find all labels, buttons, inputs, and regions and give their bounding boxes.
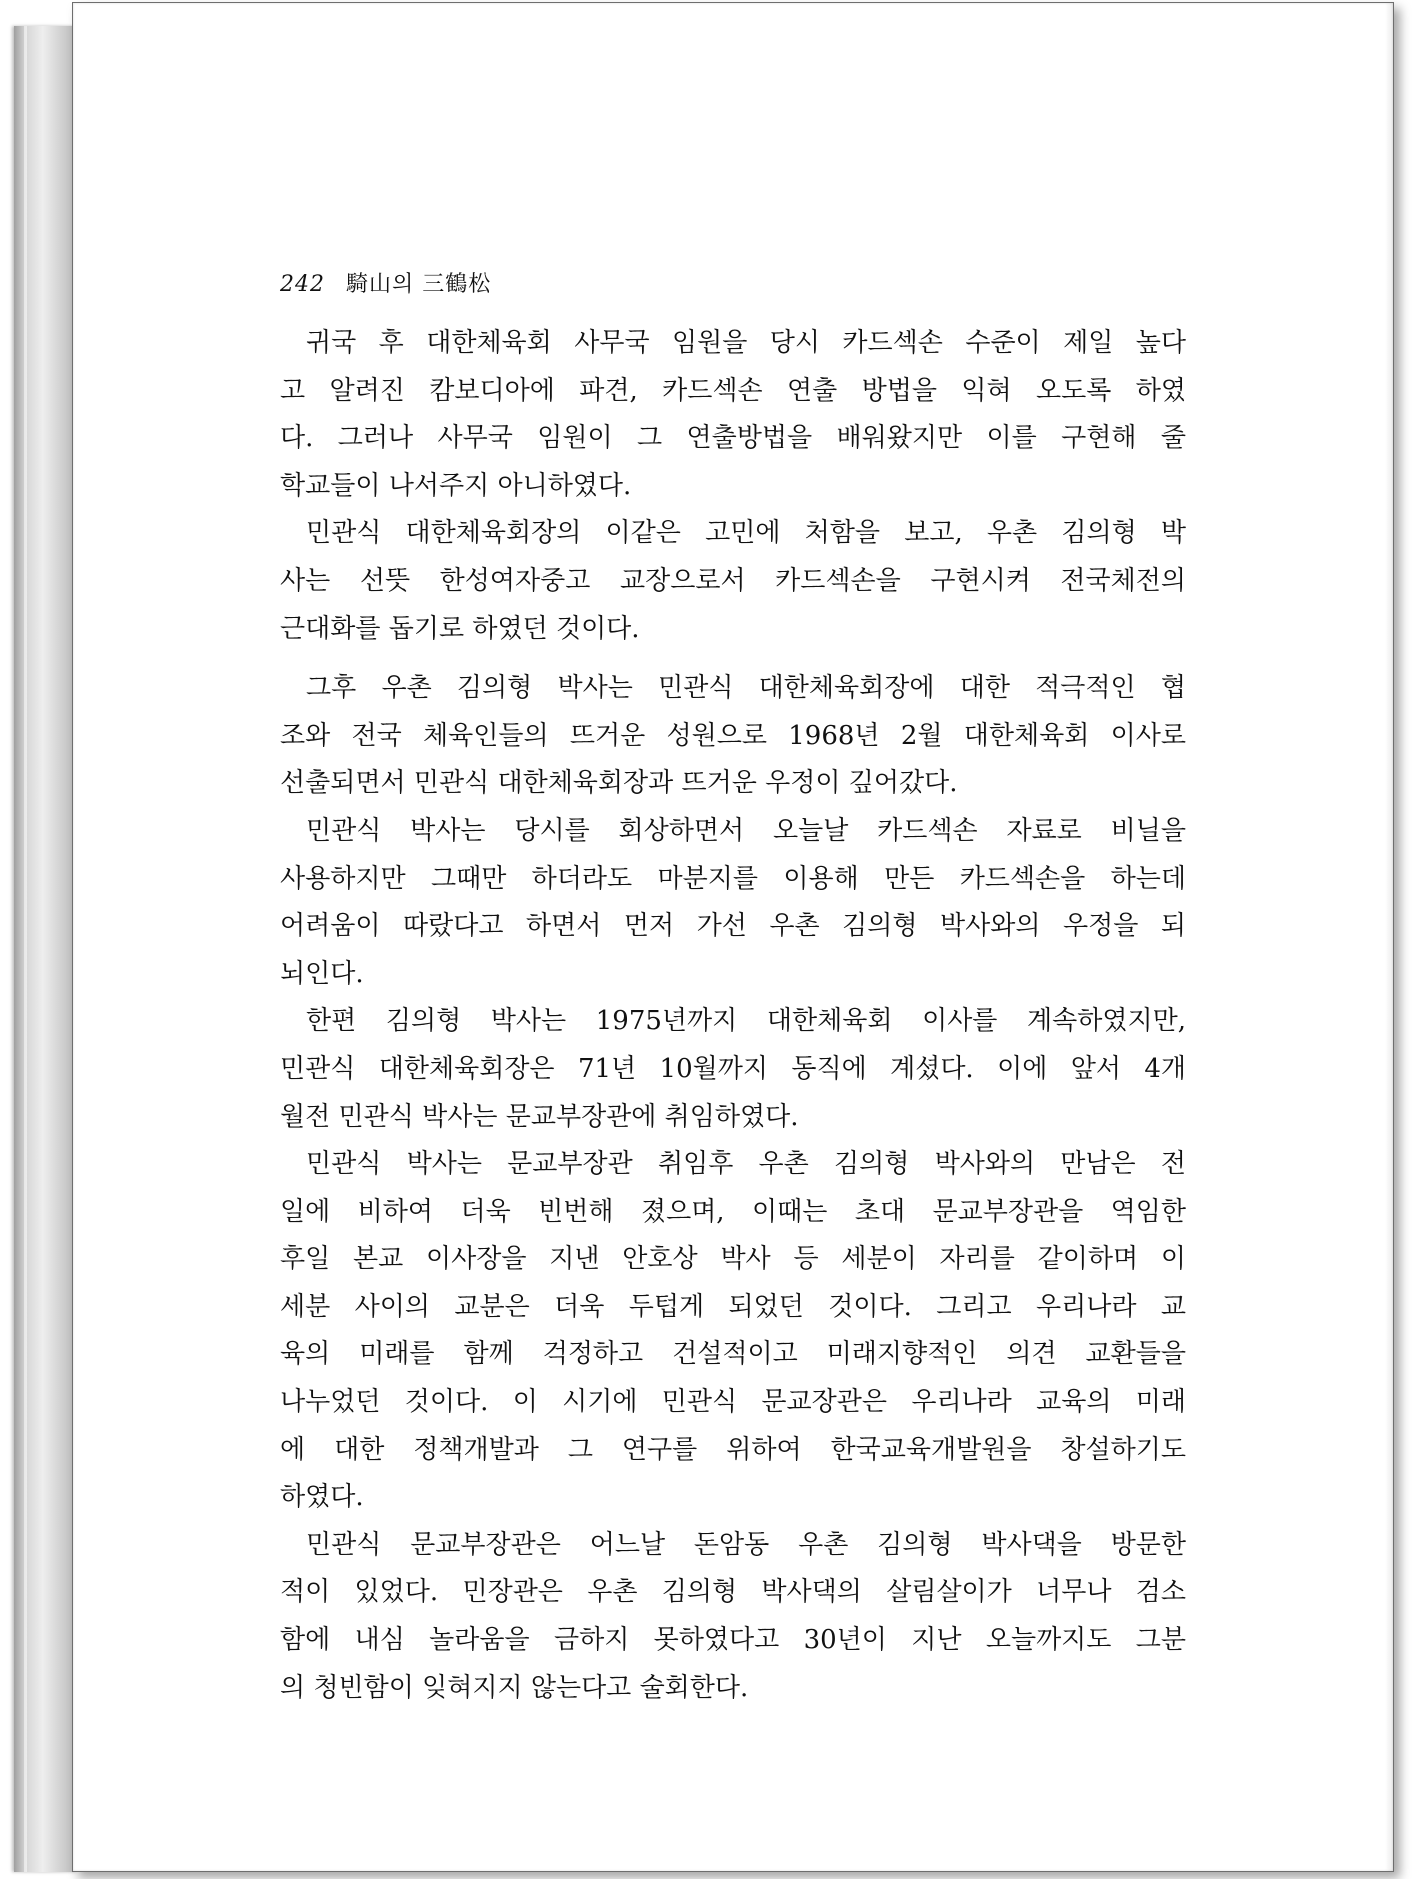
text-line: 근대화를 돕기로 하였던 것이다. xyxy=(280,613,640,644)
paragraph-2 xyxy=(280,510,1186,653)
text-line: 학교들이 나서주지 아니하였다. xyxy=(280,470,632,501)
text-line: 선출되면서 민관식 대한체육회장과 뜨거운 우정이 깊어갔다. xyxy=(280,768,958,799)
text-line: 함에 내심 놀라움을 금하지 못하였다고 30년이 지난 오늘까지도 그분 xyxy=(280,1625,1186,1656)
book-page-edges xyxy=(14,26,78,1872)
text-line: 민관식 박사는 문교부장관 취임후 우촌 김의형 박사와의 만남은 전 xyxy=(306,1149,1186,1180)
text-line: 후일 본교 이사장을 지낸 안호상 박사 등 세분이 자리를 같이하며 이 xyxy=(280,1244,1186,1275)
text-line: 민관식 문교부장관은 어느날 돈암동 우촌 김의형 박사댁을 방문한 xyxy=(306,1529,1186,1560)
text-line: 뇌인다. xyxy=(280,958,364,989)
text-line: 사용하지만 그때만 하더라도 마분지를 이용해 만든 카드섹손을 하는데 xyxy=(280,863,1186,894)
text-line: 민관식 대한체육회장은 71년 10월까지 동직에 계셨다. 이에 앞서 4개 xyxy=(280,1053,1186,1084)
text-line: 일에 비하여 더욱 빈번해 졌으며, 이때는 초대 문교부장관을 역임한 xyxy=(280,1196,1186,1227)
paragraph-3 xyxy=(280,665,1186,808)
text-line: 월전 민관식 박사는 문교부장관에 취임하였다. xyxy=(280,1101,799,1132)
text-line: 민관식 대한체육회장의 이같은 고민에 처함을 보고, 우촌 김의형 박 xyxy=(306,518,1186,549)
text-line: 에 대한 정책개발과 그 연구를 위하여 한국교육개발원을 창설하기도 xyxy=(280,1434,1186,1465)
text-line: 고 알려진 캄보디아에 파견, 카드섹손 연출 방법을 익혀 오도록 하였 xyxy=(280,375,1186,406)
text-line: 육의 미래를 함께 걱정하고 건설적이고 미래지향적인 의견 교환들을 xyxy=(280,1339,1186,1370)
text-line: 사는 선뜻 한성여자중고 교장으로서 카드섹손을 구현시켜 전국체전의 xyxy=(280,565,1186,596)
paragraph-5 xyxy=(280,998,1186,1141)
book-title: 騎山의 三鶴松 xyxy=(346,272,492,297)
paragraph-1 xyxy=(280,320,1186,510)
paragraph-7 xyxy=(280,1522,1186,1712)
text-line: 적이 있었다. 민장관은 우촌 김의형 박사댁의 살림살이가 너무나 검소 xyxy=(280,1577,1186,1608)
text-line: 다. 그러나 사무국 임원이 그 연출방법을 배워왔지만 이를 구현해 줄 xyxy=(280,423,1186,454)
text-line: 하였다. xyxy=(280,1482,364,1513)
text-line: 세분 사이의 교분은 더욱 두텁게 되었던 것이다. 그리고 우리나라 교 xyxy=(280,1291,1186,1322)
text-line: 그후 우촌 김의형 박사는 민관식 대한체육회장에 대한 적극적인 협 xyxy=(306,673,1186,704)
text-line: 조와 전국 체육인들의 뜨거운 성원으로 1968년 2월 대한체육회 이사로 xyxy=(280,720,1186,751)
text-line: 의 청빈함이 잊혀지지 않는다고 술회한다. xyxy=(280,1672,749,1703)
paragraph-4 xyxy=(280,808,1186,998)
text-line: 귀국 후 대한체육회 사무국 임원을 당시 카드섹손 수준이 제일 높다 xyxy=(306,328,1186,358)
running-header xyxy=(280,272,491,298)
text-line: 한편 김의형 박사는 1975년까지 대한체육회 이사를 계속하였지만, xyxy=(306,1006,1186,1037)
body-text xyxy=(280,320,1186,1712)
text-line: 나누었던 것이다. 이 시기에 민관식 문교장관은 우리나라 교육의 미래 xyxy=(280,1387,1186,1418)
page-number: 242 xyxy=(280,272,325,297)
text-line: 민관식 박사는 당시를 회상하면서 오늘날 카드섹손 자료로 비닐을 xyxy=(306,815,1186,846)
text-line: 어려움이 따랐다고 하면서 먼저 가선 우촌 김의형 박사와의 우정을 되 xyxy=(280,911,1186,942)
paragraph-6 xyxy=(280,1141,1186,1522)
